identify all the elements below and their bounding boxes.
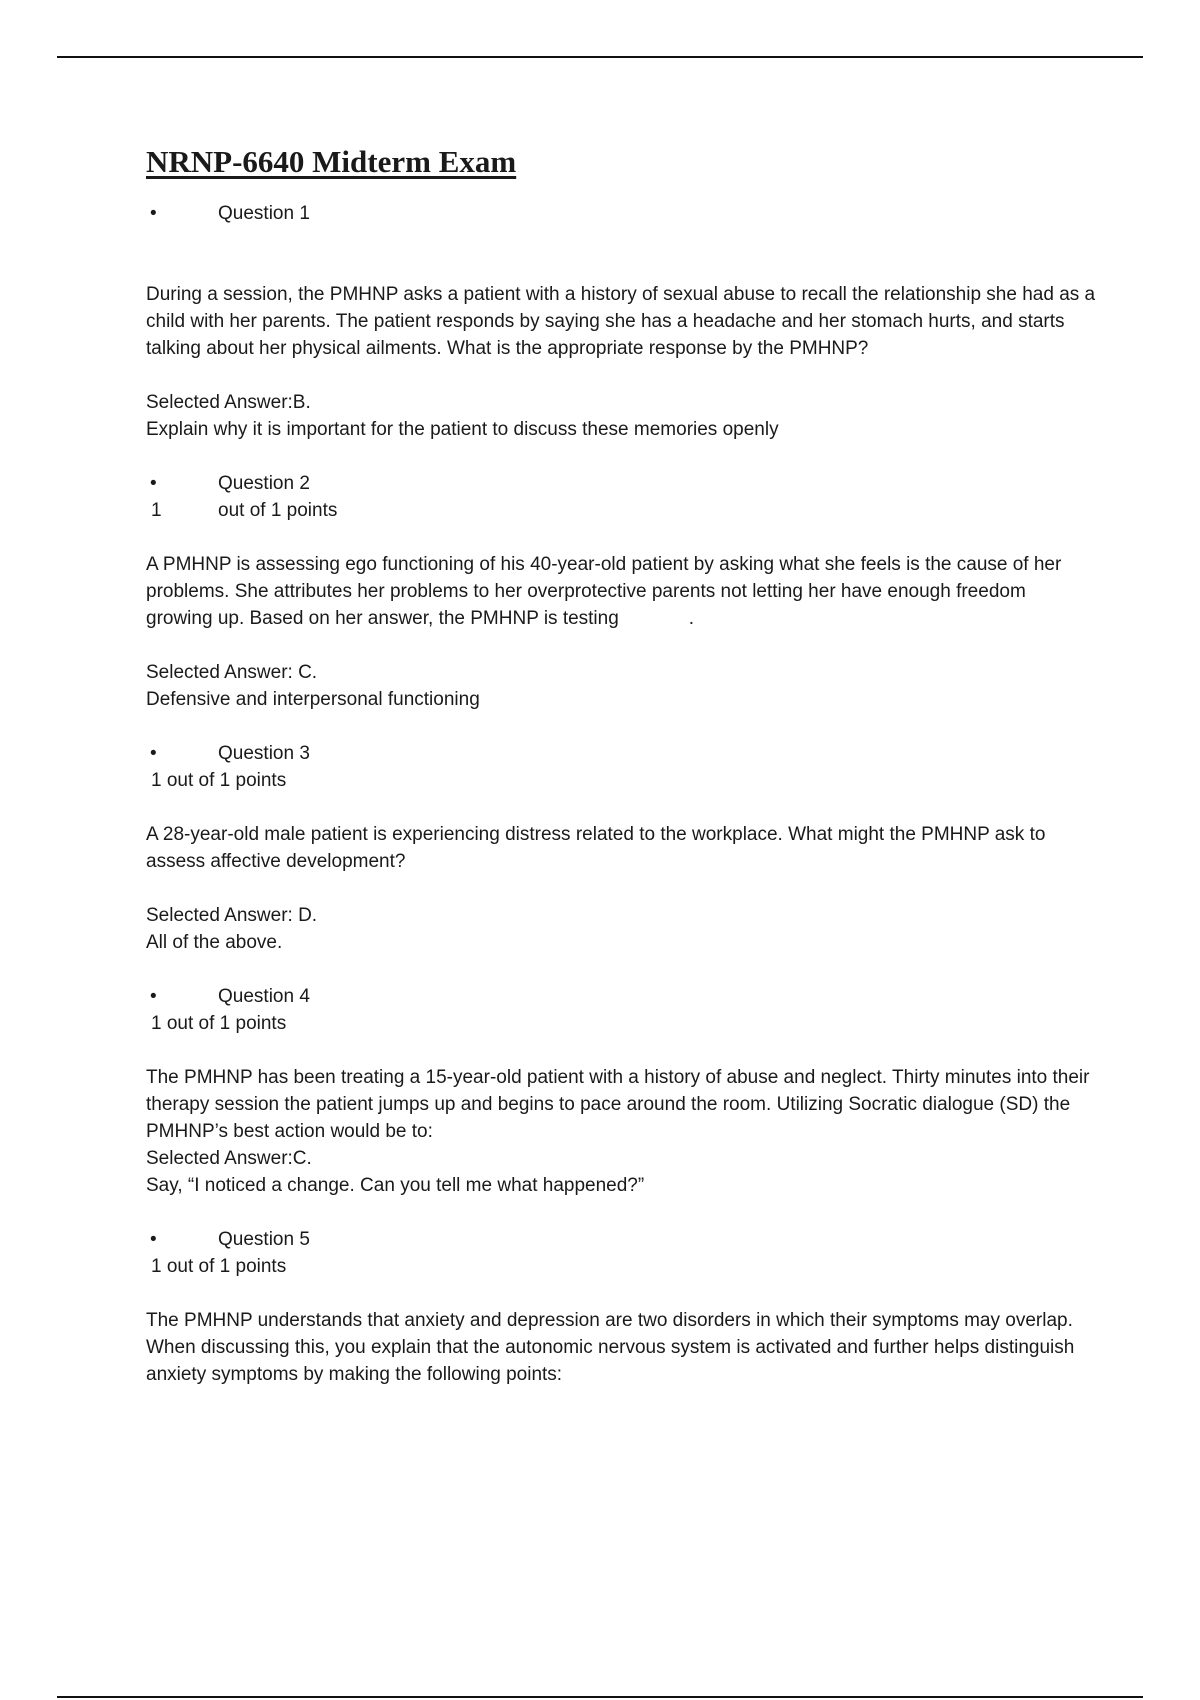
bullet-icon: • — [150, 986, 157, 1007]
question-1-answer: Explain why it is important for the patient to discuss these memories openly — [146, 419, 779, 440]
question-3-prompt: A 28-year-old male patient is experiencing distress related to the workplace. What might the PMHNP ask to assess affective development? — [146, 824, 1046, 872]
points-text: out of 1 points — [218, 500, 338, 521]
question-3-points: 1 out of 1 points — [151, 770, 287, 791]
question-label: Question 4 — [218, 986, 310, 1007]
bullet-icon: • — [150, 473, 157, 494]
question-label: Question 5 — [218, 1229, 310, 1250]
question-1-prompt: During a session, the PMHNP asks a patient with a history of sexual abuse to recall the relationship she had as a child with her parents. The patient responds by saying she has a headache and her stomach hurts, and starts talking about her physical ailments. What is the appropriate response by the PMHNP? — [146, 284, 1096, 359]
page-title: NRNP-6640 Midterm Exam — [146, 144, 517, 179]
question-4-prompt: The PMHNP has been treating a 15-year-old patient with a history of abuse and neglect. Thirty minutes into their therapy session the patient jumps up and begins to pace around the room. Utilizing Socratic dialogue (SD) the PMHNP’s best action would be to: — [146, 1067, 1090, 1142]
question-2-header — [146, 470, 1096, 497]
question-5-prompt: The PMHNP understands that anxiety and depression are two disorders in which their symptoms may overlap. When discussing this, you explain that the autonomic nervous system is activated and further helps distinguish anxiety symptoms by making the following points: — [146, 1310, 1075, 1385]
question-4-header — [146, 983, 1096, 1010]
question-1-selected: Selected Answer:B. — [146, 392, 311, 413]
question-4-answer: Say, “I noticed a change. Can you tell me what happened?” — [146, 1175, 645, 1196]
question-4-points: 1 out of 1 points — [151, 1013, 287, 1034]
question-2-prompt-text: A PMHNP is assessing ego functioning of his 40-year-old patient by asking what she feels is the cause of her problems. She attributes her problems to her overprotective parents not letting her have enough freedom growing up. Based on her answer, the PMHNP is testing — [146, 554, 1062, 629]
points-number: 1 — [151, 500, 162, 521]
top-rule — [57, 56, 1143, 58]
question-label: Question 3 — [218, 743, 310, 764]
bullet-icon: • — [150, 743, 157, 764]
bullet-icon: • — [150, 1229, 157, 1250]
question-2-selected: Selected Answer: C. — [146, 662, 318, 683]
question-5-points: 1 out of 1 points — [151, 1256, 287, 1277]
question-2-points — [146, 497, 1096, 524]
question-3-selected: Selected Answer: D. — [146, 905, 318, 926]
question-label: Question 1 — [218, 203, 310, 224]
question-label: Question 2 — [218, 473, 310, 494]
question-2-answer: Defensive and interpersonal functioning — [146, 689, 480, 710]
document-body — [146, 142, 1096, 1388]
question-3-header — [146, 740, 1096, 767]
question-2-prompt-end: . — [688, 608, 695, 629]
question-4-selected: Selected Answer:C. — [146, 1148, 312, 1169]
question-5-header — [146, 1226, 1096, 1253]
question-1-header — [146, 200, 1096, 227]
question-2-prompt — [146, 551, 1096, 632]
bottom-rule — [57, 1696, 1143, 1698]
bullet-icon: • — [150, 203, 157, 224]
question-3-answer: All of the above. — [146, 932, 283, 953]
